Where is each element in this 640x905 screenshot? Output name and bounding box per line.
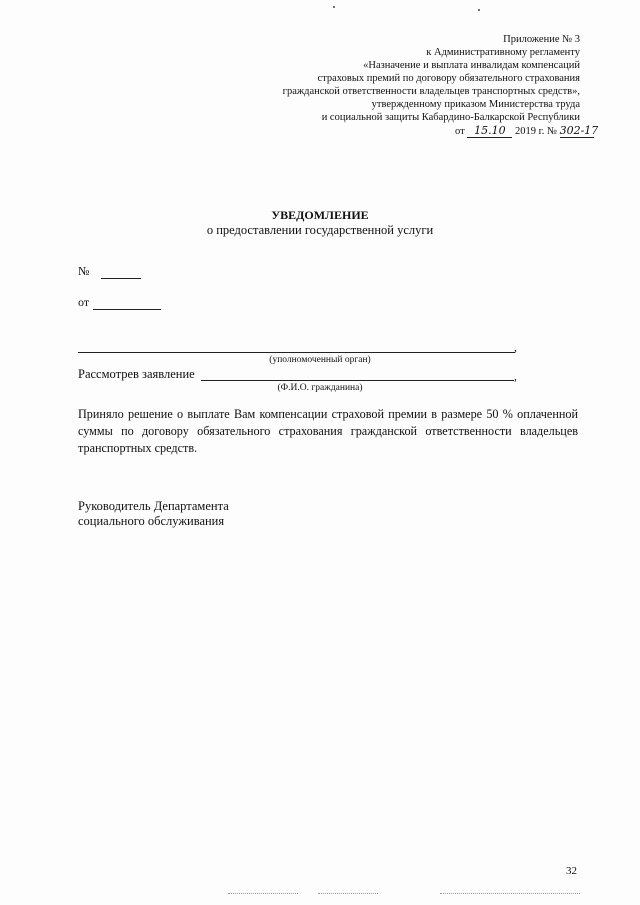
considered-label: Рассмотрев заявление: [78, 367, 195, 381]
signature-title-line2: социального обслуживания: [78, 514, 225, 528]
scan-mark: [228, 893, 298, 894]
notice-from-label: от: [78, 295, 90, 309]
citizen-comma: ,: [514, 369, 517, 383]
number-field: [559, 124, 599, 138]
header-line: утвержденному приказом Министерства труда: [371, 99, 580, 110]
year-text: 2019 г. №: [514, 126, 557, 137]
authority-line: [78, 352, 515, 353]
header-line: Приложение № 3: [503, 34, 580, 45]
notice-number-label: №: [78, 264, 90, 278]
date-prefix: от: [455, 126, 465, 137]
scan-mark: [440, 893, 580, 894]
scan-mark: [318, 893, 378, 894]
citizen-caption: (Ф.И.О. гражданина): [277, 383, 363, 393]
handwritten-date: 15.10: [474, 124, 506, 137]
header-date-line: [455, 124, 599, 138]
document-title: УВЕДОМЛЕНИЕ: [271, 208, 369, 222]
authority-caption: (уполномоченный орган): [269, 355, 371, 365]
header-line: гражданской ответственности владельцев транспортных средств»,: [282, 86, 580, 97]
page-number: 32: [566, 865, 577, 877]
citizen-name-line: [201, 380, 514, 381]
header-line: к Административному регламенту: [426, 47, 580, 58]
notice-date-line: [93, 309, 161, 310]
document-subtitle: о предоставлении государственной услуги: [206, 223, 434, 237]
handwritten-number: 302-17: [559, 124, 599, 137]
header-line: «Назначение и выплата инвалидам компенсаций: [363, 60, 580, 71]
notice-number-line: [101, 278, 141, 279]
authority-comma: ,: [514, 340, 517, 354]
date-field: [467, 124, 512, 138]
scan-speck: [478, 9, 480, 11]
header-line: страховых премий по договору обязательного страхования: [317, 73, 580, 84]
header-line: и социальной защиты Кабардино-Балкарской Республики: [321, 112, 580, 123]
scan-speck: [333, 6, 335, 8]
decision-paragraph: Приняло решение о выплате Вам компенсации страховой премии в размере 50 % оплаченной суммы по договору обязательного страхования гражданской ответственности владельцев транспортных средств.: [78, 407, 578, 455]
signature-title-line1: Руководитель Департамента: [78, 499, 229, 513]
